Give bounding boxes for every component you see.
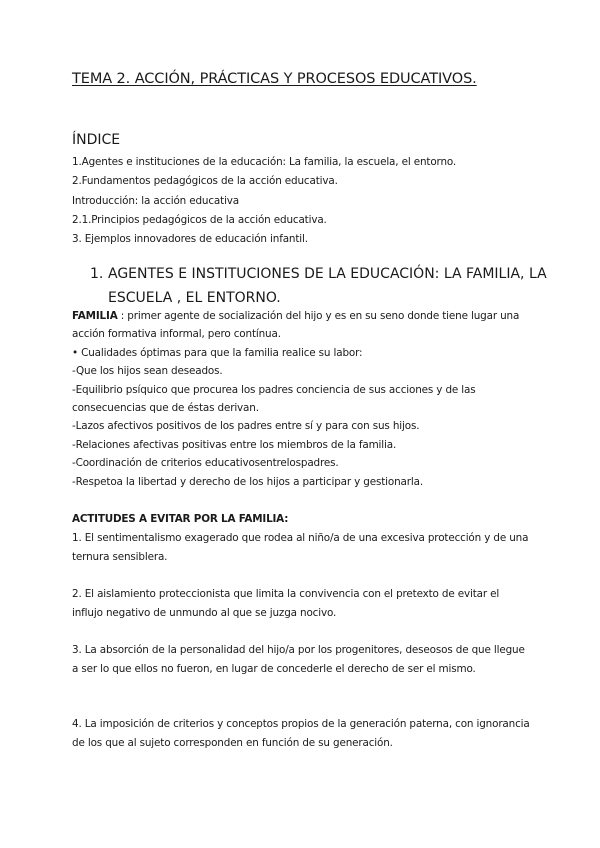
section-number: 1. [90, 266, 104, 282]
quality-item: -Coordinación de criterios educativosentrelospadres. [72, 457, 339, 470]
quality-item: -Relaciones afectivas positivas entre los miembros de la familia. [72, 438, 397, 451]
familia-text: : primer agente de socialización del hijo y es en su seno donde tiene lugar una acción formativa informal, pero contínua. [72, 310, 520, 341]
quality-item: -Respetoa la libertad y derecho de los hijos a participar y gestionarla. [72, 475, 424, 488]
index-item: 3. Ejemplos innovadores de educación infantil. [72, 233, 308, 246]
actitudes-heading: ACTITUDES A EVITAR POR LA FAMILIA: [72, 513, 289, 525]
actitud-item: 2. El aislamiento proteccionista que limita la convivencia con el pretexto de evitar el influjo negativo de unmundo al que se juzga nocivo. [72, 588, 500, 619]
section-heading [90, 262, 550, 310]
actitud-item: 4. La imposición de criterios y conceptos propios de la generación paterna, con ignorancia de los que al sujeto corresponden en función de su generación. [72, 718, 530, 749]
quality-item: -Lazos afectivos positivos de los padres entre sí y para con sus hijos. [72, 420, 420, 433]
familia-definition [72, 307, 532, 344]
index-heading: ÍNDICE [72, 132, 121, 148]
actitud-item: 3. La absorción de la personalidad del hijo/a por los progenitores, deseosos de que llegue a ser lo que ellos no fueron, en lugar de concederle el derecho de ser el mismo. [72, 644, 525, 675]
familia-label: FAMILIA [72, 310, 118, 322]
quality-item: • Cualidades óptimas para que la familia realice su labor: [72, 346, 363, 359]
quality-item: -Que los hijos sean deseados. [72, 365, 223, 378]
index-item: Introducción: la acción educativa [72, 194, 240, 207]
index-item: 1.Agentes e instituciones de la educación: La familia, la escuela, el entorno. [72, 156, 457, 168]
index-list [72, 153, 456, 249]
quality-item: -Equilibrio psíquico que procurea los padres conciencia de sus acciones y de las consecuencias que de éstas derivan. [72, 383, 476, 415]
document-title: TEMA 2. ACCIÓN, PRÁCTICAS Y PROCESOS EDUCATIVOS. [72, 71, 477, 87]
actitud-item: 1. El sentimentalismo exagerado que rodea al niño/a de una excesiva protección y de una ternura sensiblera. [72, 532, 529, 563]
index-item: 2.Fundamentos pedagógicos de la acción educativa. [72, 175, 338, 188]
section-title: AGENTES E INSTITUCIONES DE LA EDUCACIÓN: LA FAMILIA, LA ESCUELA , EL ENTORNO. [108, 266, 547, 306]
familia-block [72, 307, 532, 491]
index-item: 2.1.Principios pedagógicos de la acción educativa. [72, 213, 327, 226]
